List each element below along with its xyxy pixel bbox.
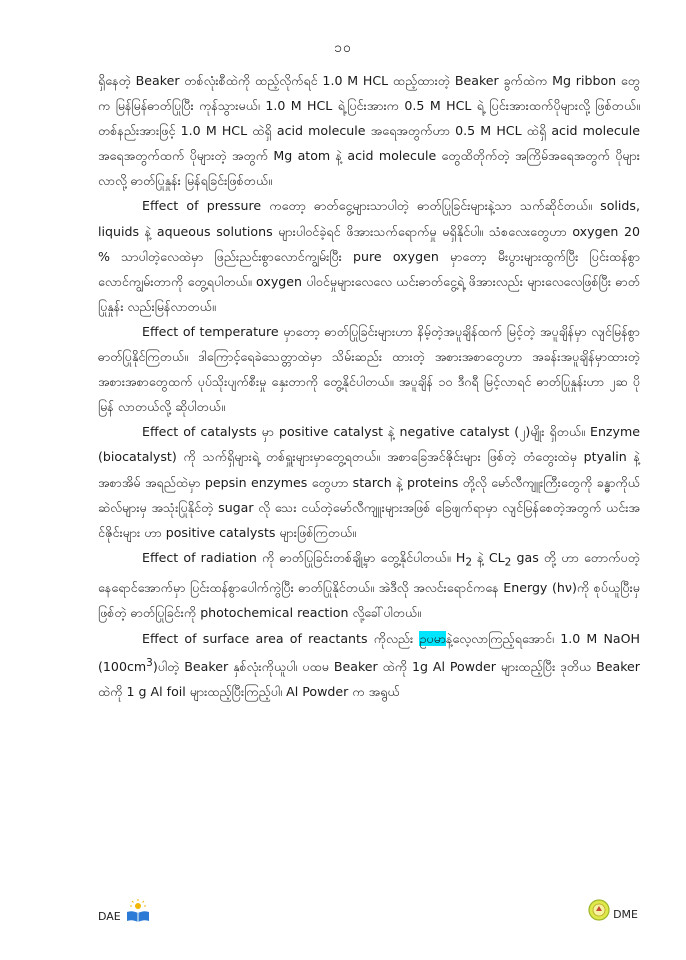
surface-text-middle: နဲ့လေ့လာကြည့်ရအောင်၊ 1.0 M NaOH (100cm [98,630,640,674]
surface-text-end: )ပါတဲ့ Beaker နှစ်လုံးကိုယူပါ၊ ပထမ Beaker ထဲကို 1g Al Powder များထည့်ပြီး ဒုတိယ Beaker ထဲကို 1 g Al foil များထည့်ပြီးကြည့်ပါ၊ Al Powder က အရွယ် [98,658,640,699]
surface-text-start: Effect of surface area of reactants ကိုလည်း [142,630,420,646]
paragraph-hcl-concentration: ရှိနေတဲ့ Beaker တစ်လုံးစီထဲကို ထည့်လိုက်ရင် 1.0 M HCL ထည့်ထားတဲ့ Beaker ခွက်ထဲက Mg ribbon တွေက မြန်မြန်ဓာတ်ပြုပြီး ကုန်သွားမယ်၊ 1.0 M HCL ရဲ့ပြင်းအားက 0.5 M HCL ရဲ့ ပြင်းအားထက်ပိုများလို့ ဖြစ်တယ်။ တစ်နည်းအားဖြင့် 1.0 M HCL ထဲရှိ acid molecule အရေအတွက်ဟာ 0.5 M HCL ထဲရှိ acid molecule အရေအတွက်ထက် ပိုများတဲ့ အတွက် Mg atom နဲ့ acid molecule တွေထိတိုက်တဲ့ အကြိမ်အရေအတွက် ပိုများလာလို့ ဓာတ်ပြုနှုန်း မြန်ရခြင်းဖြစ်တယ်။ [98,73,640,189]
paragraph-effect-of-radiation [98,545,640,626]
footer-dme-label: DME [613,908,638,921]
radiation-text-end: gas တို့ ဟာ တောက်ပတဲ့ နေရောင်အောက်မှာ ပြင်းထန်စွာပေါက်ကွဲပြီး ဓာတ်ပြုနိုင်တယ်။ အဲဒီလို အလင်းရောင်ကနေ Energy (hν)ကို စုပ်ယူပြီးမှဖြစ်တဲ့ ဓာတ်ပြုခြင်းကို photochemical reaction လို့ခေါ်ပါတယ်။ [98,549,641,621]
highlighted-word: ဥပမာ [419,630,446,646]
paragraph-effect-of-surface-area [98,626,640,704]
radiation-text-start: Effect of radiation ကို ဓာတ်ပြုခြင်းတစ်ချို့မှာ တွေ့နိုင်ပါတယ်။ H [142,549,466,565]
cm3-superscript: 3 [146,656,153,669]
paragraph-effect-of-catalysts: Effect of catalysts မှာ positive catalyst နဲ့ negative catalyst (၂)မျိုး ရှိတယ်။ Enzyme (biocatalyst) ကို သက်ရှိများရဲ့ တစ်ရှူးများမှာတွေ့ရတယ်။ အစာခြေအင်ဇိုင်းများ ဖြစ်တဲ့ တံတွေးထဲမှ ptyalin နဲ့ အစာအိမ် အရည်ထဲမှာ pepsin enzymes တွေဟာ starch နဲ့ proteins တို့လို မော်လီကျူးကြီးတွေကို ခန္ဓာကိုယ်ဆဲလ်များမှ အသုံးပြုနိုင်တဲ့ sugar လို သေး ငယ်တဲ့မော်လီကျူးများအဖြစ် ခြေဖျက်ရာမှာ လျင်မြန်စေတဲ့အတွက် ယင်းအင်ဇိုင်းများ ဟာ positive catalysts များဖြစ်ကြတယ်။ [98,424,640,540]
paragraph-effect-of-pressure: Effect of pressure ကတော့ ဓာတ်ငွေ့များသာပါတဲ့ ဓာတ်ပြုခြင်းများနဲ့သာ သက်ဆိုင်တယ်။ solids, liquids နဲ့ aqueous solutions များပါဝင်ခဲ့ရင် ဖိအားသက်ရောက်မှု မရှိနိုင်ပါ။ သံစလေးတွေဟာ oxygen 20 % သာပါတဲ့လေထဲမှာ ဖြည်းညင်းစွာလောင်ကျွမ်းပြီး pure oxygen မှာတော့ မီးပွားများထွက်ပြီး ပြင်းထန်စွာလောင်ကျွမ်းတာကို တွေ့ရပါတယ်။ oxygen ပါဝင်မှုများလေလေ ယင်းဓာတ်ငွေ့ရဲ့ ဖိအားလည်း များလေလေဖြစ်ပြီး ဓာတ်ပြုနှုန်း လည်းမြန်လာတယ်။ [98,198,640,314]
paragraph-effect-of-temperature: Effect of temperature မှာတော့ ဓာတ်ပြုခြင်းများဟာ နိမ့်တဲ့အပူချိန်ထက် မြင့်တဲ့ အပူချိန်မှာ လျင်မြန်စွာ ဓာတ်ပြုနိုင်ကြတယ်။ ဒါကြောင့်ရေခဲသေတ္တာထဲမှာ သိမ်းဆည်း ထားတဲ့ အစားအစာတွေဟာ အခန်းအပူချိန်မှာထားတဲ့ အစားအစာတွေထက် ပုပ်သိုးပျက်စီးမှု နှေးတာကို တွေ့နိုင်ပါတယ်။ အပူချိန် ၁၀ ဒီဂရီ မြင့်လာရင် ဓာတ်ပြုနှုန်းဟာ ၂ဆ ပိုမြန် လာတယ်လို့ ဆိုပါတယ်။ [98,323,640,415]
footer-dme [587,898,638,922]
radiation-text-middle: နဲ့ CL [472,549,505,565]
body-text [98,68,640,704]
cl2-subscript: 2 [504,556,512,569]
emblem-logo-icon [587,898,611,922]
book-logo-icon [125,898,151,924]
page-number: ၁၀ [334,40,352,56]
footer-dae-label: DAE [98,910,121,923]
h2-subscript: 2 [465,556,473,569]
footer-dae [98,898,151,924]
